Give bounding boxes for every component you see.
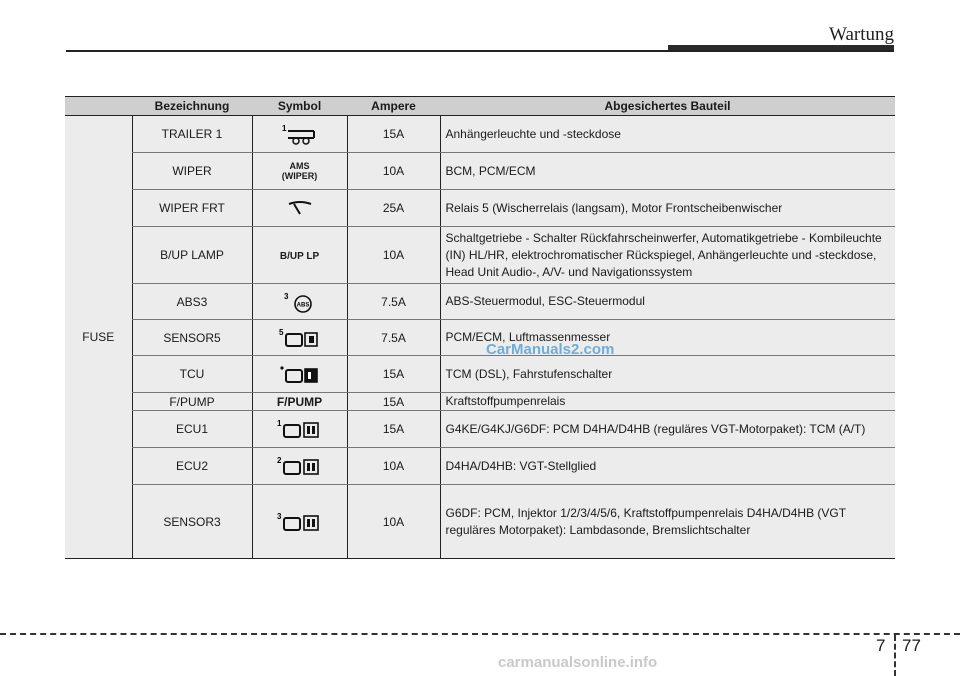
ams-label: AMS	[289, 161, 310, 171]
fuse-component: BCM, PCM/ECM	[440, 153, 895, 190]
fuse-ampere: 15A	[347, 393, 440, 411]
fpump-label: F/PUMP	[276, 394, 323, 409]
svg-text:5: 5	[278, 327, 283, 337]
table-row	[65, 190, 895, 227]
header-rule	[66, 50, 894, 52]
ecu-icon	[275, 455, 325, 477]
bup-lp-label: B/UP LP	[279, 251, 320, 262]
fuse-component: PCM/ECM, Luftmassenmesser	[440, 320, 895, 356]
fuse-ampere: 7.5A	[347, 284, 440, 320]
fuse-symbol	[252, 227, 347, 284]
fuse-component: Schaltgetriebe - Schalter Rückfahrscheinwerfer, Automatikgetriebe - Kombileuchte (IN) HL/HR, elektrochromatischer Rückspiegel, Anhängerleuchte und -steckdose, Head Unit Audio-, A/V- und Navigationssystem	[440, 227, 895, 284]
chapter-number: 7	[876, 636, 886, 655]
fuse-symbol	[252, 393, 347, 411]
fuse-ampere: 7.5A	[347, 320, 440, 356]
wiper-icon	[285, 199, 315, 217]
fuse-ampere: 10A	[347, 485, 440, 559]
fuse-symbol	[252, 153, 347, 190]
table-header-row	[65, 97, 895, 116]
fuse-group-label: FUSE	[65, 116, 132, 559]
table-row	[65, 393, 895, 411]
table-row	[65, 320, 895, 356]
fuse-table	[65, 96, 895, 559]
fuse-symbol	[252, 448, 347, 485]
fuse-name: WIPER FRT	[132, 190, 252, 227]
wiper-label: (WIPER)	[281, 171, 318, 181]
table-row	[65, 485, 895, 559]
col-header-name: Bezeichnung	[132, 97, 252, 116]
watermark: CarManuals2.com	[486, 341, 615, 358]
page-number: 77	[902, 636, 921, 655]
fuse-component: G6DF: PCM, Injektor 1/2/3/4/5/6, Kraftstoffpumpenrelais D4HA/D4HB (VGT reguläres Motorpaket): Lambdasonde, Bremslichtschalter	[440, 485, 895, 559]
fuse-ampere: 10A	[347, 448, 440, 485]
fuse-symbol	[252, 485, 347, 559]
fuse-name: F/PUMP	[132, 393, 252, 411]
footer-site: carmanualsonline.info	[498, 654, 658, 671]
fuse-name: SENSOR3	[132, 485, 252, 559]
footer-rule	[0, 633, 960, 635]
fuse-ampere: 15A	[347, 356, 440, 393]
fuse-component: Relais 5 (Wischerrelais (langsam), Motor Frontscheibenwischer	[440, 190, 895, 227]
fuse-name: SENSOR5	[132, 320, 252, 356]
fuse-symbol	[252, 411, 347, 448]
fuse-symbol	[252, 356, 347, 393]
trailer-icon	[278, 123, 322, 145]
table-row	[65, 448, 895, 485]
fuse-ampere: 15A	[347, 116, 440, 153]
fuse-ampere: 15A	[347, 411, 440, 448]
table-row	[65, 153, 895, 190]
fuse-component: TCM (DSL), Fahrstufenschalter	[440, 356, 895, 393]
fuse-name: B/UP LAMP	[132, 227, 252, 284]
abs-icon	[280, 290, 320, 314]
svg-text:ABS: ABS	[296, 302, 309, 308]
fuse-symbol	[252, 190, 347, 227]
col-header-component: Abgesichertes Bauteil	[440, 97, 895, 116]
fuse-name: TCU	[132, 356, 252, 393]
fuse-name: ECU2	[132, 448, 252, 485]
fuse-ampere: 10A	[347, 153, 440, 190]
header-empty	[65, 97, 132, 116]
fuse-component: Kraftstoffpumpenrelais	[440, 393, 895, 411]
fuse-name: ECU1	[132, 411, 252, 448]
fuse-ampere: 25A	[347, 190, 440, 227]
fuse-symbol	[252, 284, 347, 320]
fuse-ampere: 10A	[347, 227, 440, 284]
table-row	[65, 356, 895, 393]
table-row	[65, 116, 895, 153]
svg-text:1: 1	[276, 419, 281, 428]
fuse-name: ABS3	[132, 284, 252, 320]
fuse-component: Anhängerleuchte und -steckdose	[440, 116, 895, 153]
ecu-icon	[275, 511, 325, 533]
fuse-component: ABS-Steuermodul, ESC-Steuermodul	[440, 284, 895, 320]
fuse-symbol	[252, 116, 347, 153]
fuse-symbol	[252, 320, 347, 356]
col-header-symbol: Symbol	[252, 97, 347, 116]
svg-text:3: 3	[276, 511, 281, 521]
footer-divider	[894, 635, 896, 676]
table-row	[65, 284, 895, 320]
fuse-component: G4KE/G4KJ/G6DF: PCM D4HA/D4HB (reguläres VGT-Motorpaket): TCM (A/T)	[440, 411, 895, 448]
svg-text:3: 3	[283, 291, 288, 301]
table-row	[65, 411, 895, 448]
fuse-name: WIPER	[132, 153, 252, 190]
transmission-icon	[277, 363, 323, 385]
fuse-name: TRAILER 1	[132, 116, 252, 153]
col-header-ampere: Ampere	[347, 97, 440, 116]
ecu-icon	[275, 418, 325, 440]
svg-text:1: 1	[281, 124, 286, 133]
engine-sensor-icon	[277, 327, 323, 349]
table-row	[65, 227, 895, 284]
svg-text:2: 2	[276, 456, 281, 465]
fuse-component: D4HA/D4HB: VGT-Stellglied	[440, 448, 895, 485]
section-title: Wartung	[829, 24, 894, 45]
